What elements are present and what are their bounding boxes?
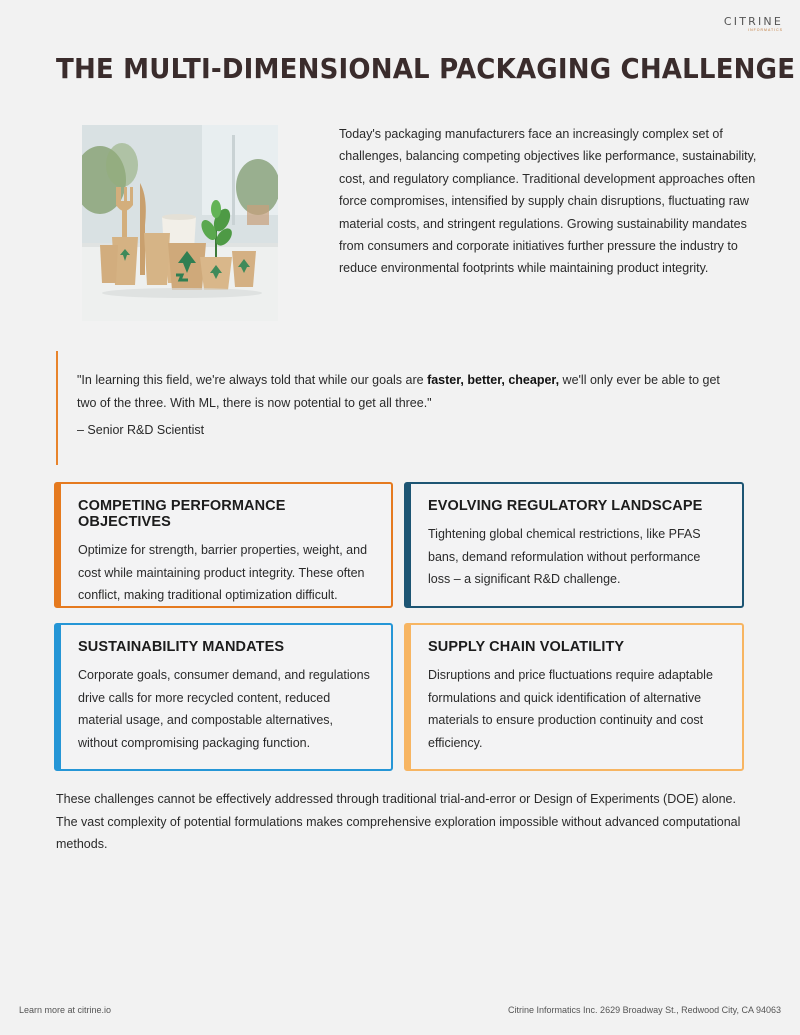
quote-text-after: we'll only ever be able to get two of the three. With ML, there is now potential to get all three." — [77, 373, 720, 410]
card-competing-performance — [54, 482, 393, 608]
quote-text-before: "In learning this field, we're always told that while our goals are — [77, 373, 428, 387]
card-title: COMPETING PERFORMANCE OBJECTIVES — [78, 498, 286, 530]
card-supply-chain-volatility — [404, 623, 744, 771]
card-regulatory-landscape — [404, 482, 744, 608]
card-body: Optimize for strength, barrier properties, weight, and cost while maintaining product integrity. These often conflict, making traditional optimization difficult. — [78, 543, 368, 602]
card-body: Disruptions and price fluctuations require adaptable formulations and quick identification of alternative materials to ensure production continuity and cost efficiency. — [428, 668, 713, 750]
quote-text — [77, 351, 736, 414]
card-title: SUSTAINABILITY MANDATES — [78, 639, 285, 655]
citrine-logo — [724, 15, 783, 32]
footer-link-citrine[interactable]: Learn more at citrine.io — [19, 1005, 112, 1015]
logo-subtext: INFORMATICS — [748, 28, 783, 32]
card-sustainability-mandates — [54, 623, 393, 771]
testimonial-quote — [56, 351, 736, 465]
intro-paragraph: Today's packaging manufacturers face an increasingly complex set of challenges, balancing competing objectives like performance, sustainability, cost, and regulatory compliance. Traditional development approaches often force compromises, intensified by supply chain disruptions, fluctuating raw material costs, and stringent regulations. Growing sustainability mandates from consumers and corporate initiatives further pressure the industry to reduce environmental footprints while maintaining product integrity. — [339, 127, 757, 276]
quote-emphasis: faster, better, cheaper, — [427, 373, 560, 387]
page-title: THE MULTI-DIMENSIONAL PACKAGING CHALLENGE — [56, 52, 796, 85]
quote-attribution: – Senior R&D Scientist — [77, 423, 205, 437]
card-body: Corporate goals, consumer demand, and regulations drive calls for more recycled content, reduced material usage, and compostable alternatives, without compromising packaging function. — [78, 668, 370, 750]
card-body: Tightening global chemical restrictions, like PFAS bans, demand reformulation without performance loss – a significant R&D challenge. — [428, 527, 701, 586]
card-title: EVOLVING REGULATORY LANDSCAPE — [428, 498, 703, 514]
card-title: SUPPLY CHAIN VOLATILITY — [428, 639, 625, 655]
logo-wordmark: CITRINE — [723, 15, 783, 28]
footer-address: Citrine Informatics Inc. 2629 Broadway St., Redwood City, CA 94063 — [508, 1005, 781, 1015]
eco-packaging-photo — [82, 125, 278, 321]
eco-packaging-illustration — [82, 125, 278, 321]
closing-paragraph: These challenges cannot be effectively addressed through traditional trial-and-error or Design of Experiments (DOE) alone. The vast complexity of potential formulations makes comprehensive exploration impossible without advanced computational methods. — [56, 792, 741, 851]
